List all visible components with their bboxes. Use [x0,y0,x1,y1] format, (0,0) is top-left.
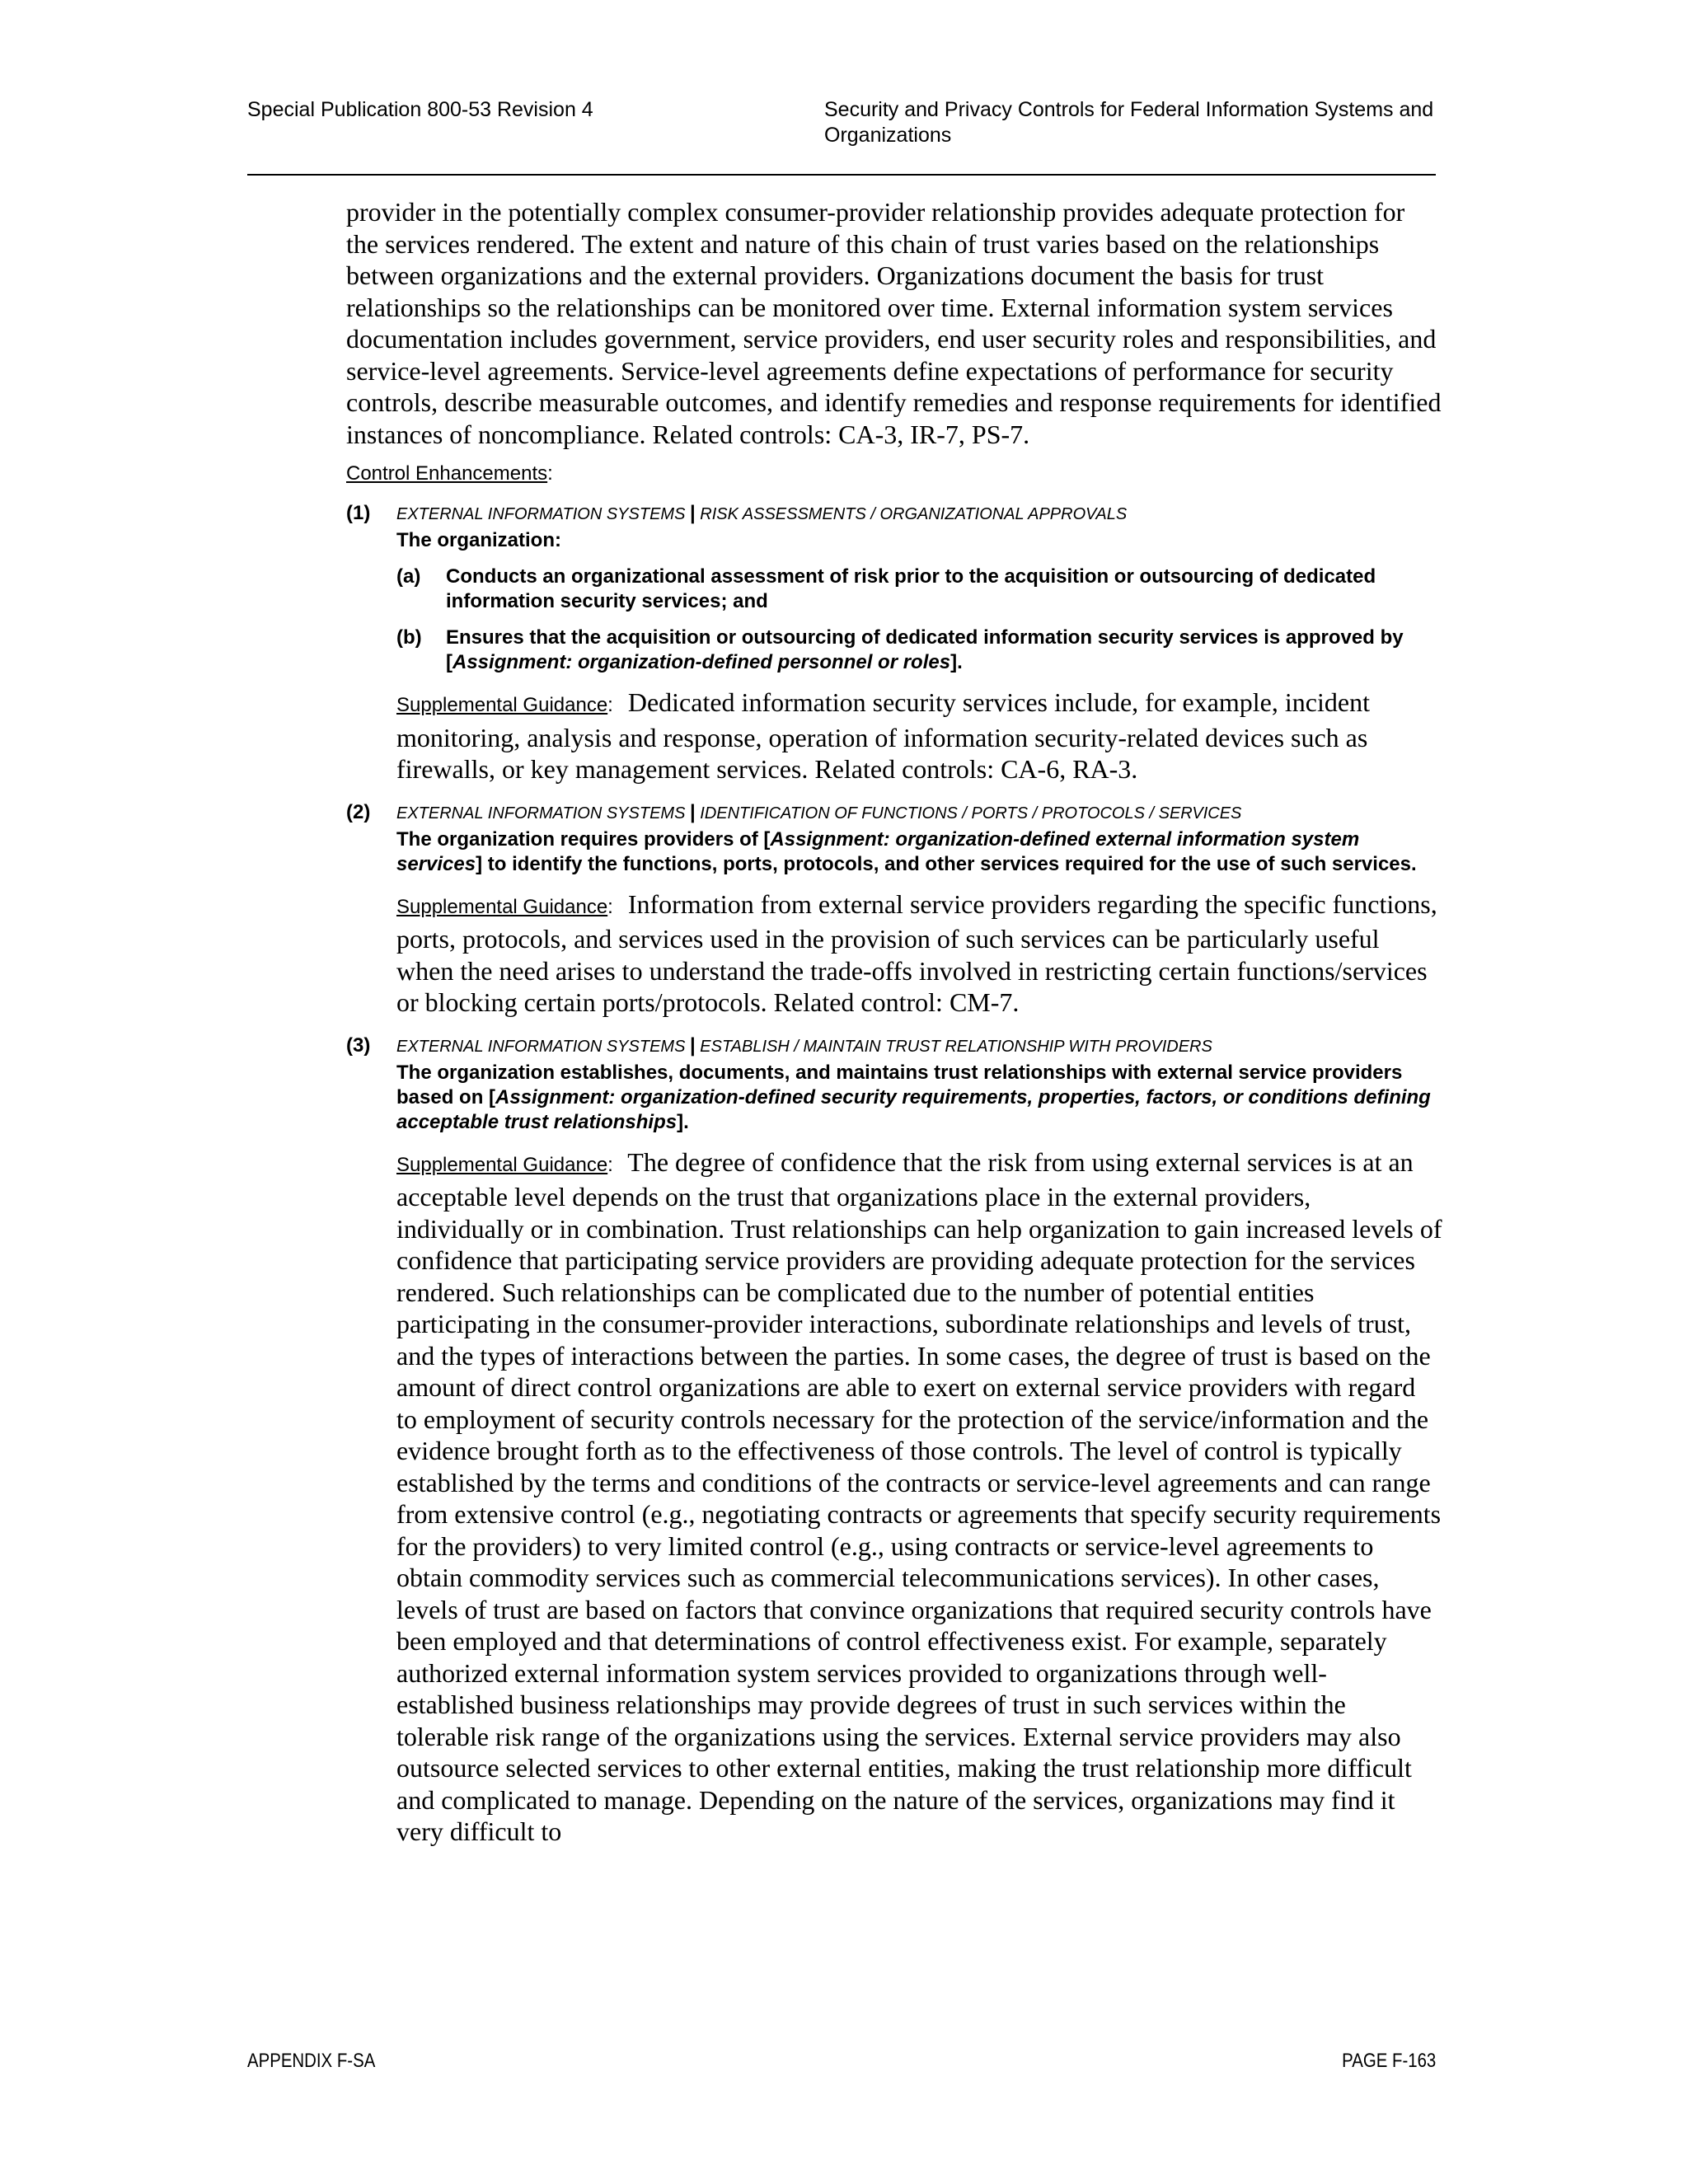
statement-text-before: The organization establishes, documents, and maintains trust relationships with external service providers based on [ [396,1061,1403,1108]
enhancement-title-separator: | [689,502,696,524]
enhancement-2 [346,800,1442,1019]
sub-item-text-before: Ensures that the acquisition or outsourcing of dedicated information security services is approved by [ [446,626,1404,673]
control-statement [396,827,1442,877]
header-document-title: Security and Privacy Controls for Federal Information Systems and Organizations [824,98,1434,147]
control-sub-item-b [396,626,1442,675]
statement-text-after: ] to identify the functions, ports, protocols, and other services required for the use of such services. [476,852,1417,875]
enhancement-title [396,501,1442,527]
supplemental-guidance-text: Information from external service providers regarding the specific functions, ports, protocols, and services used in the provision of such services can be particularly useful when the need arises to understand the trade-offs involved in restricting certain functions/services or blocking certain ports/protocols. Related control: CM-7. [396,888,1437,1017]
control-enhancements-label: Control Enhancements [346,462,548,485]
enhancement-title [396,800,1442,826]
control-statement: The organization: [396,529,561,551]
enhancement-title-part2: IDENTIFICATION OF FUNCTIONS / PORTS / PROTOCOLS / SERVICES [700,804,1242,823]
assignment-text: Assignment: organization-defined external information system services [396,827,1360,875]
header-publication-title: Special Publication 800-53 Revision 4 [247,98,593,121]
control-enhancements-heading: Control Enhancements: [346,462,553,485]
enhancement-number: (3) [346,1033,371,1057]
sub-item-label: (b) [396,626,422,649]
supplemental-guidance-label: Supplemental Guidance [396,1153,608,1176]
enhancement-title-part1: EXTERNAL INFORMATION SYSTEMS [396,1037,686,1056]
enhancement-title [396,1033,1442,1059]
supplemental-guidance-text: Dedicated information security services include, for example, incident monitoring, analysis and response, operation of information security-related devices such as firewalls, or key management services. Related controls: CA-6, RA-3. [396,687,1370,784]
enhancement-title-part2: ESTABLISH / MAINTAIN TRUST RELATIONSHIP WITH PROVIDERS [700,1037,1212,1056]
enhancement-title-separator: | [689,800,696,823]
control-statement [396,1061,1442,1135]
supplemental-guidance: Supplemental Guidance: Information from external service providers regarding the specific functions, ports, protocols, and services used in the provision of such services can be particularly useful when the need arises to understand the trade-offs involved in restricting certain functions/services or blocking certain ports/protocols. Related control: CM-7. [396,888,1437,1017]
enhancement-title-part2: RISK ASSESSMENTS / ORGANIZATIONAL APPROVALS [700,505,1128,523]
enhancement-title-part1: EXTERNAL INFORMATION SYSTEMS [396,804,686,823]
statement-text-before: The organization requires providers of [ [396,827,771,851]
sub-item-text: Conducts an organizational assessment of risk prior to the acquisition or outsourcing of dedicated information security services; and [446,565,1376,612]
footer-page-number: PAGE F-163 [1341,2050,1436,2072]
page-body [346,196,1442,1848]
statement-text-after: ]. [677,1110,689,1133]
enhancement-3 [346,1033,1442,1848]
enhancement-number: (1) [346,502,371,524]
assignment-text: Assignment: organization-defined security requirements, properties, factors, or conditions defining acceptable trust relationships [396,1085,1431,1133]
footer-appendix-label: APPENDIX F-SA [247,2050,376,2072]
supplemental-guidance-text: The degree of confidence that the risk from using external services is at an acceptable level depends on the trust that organizations place in the external providers, individually or in combination. Trust relationships can help organization to gain increased levels of confidence that participating service providers are providing adequate protection for the services rendered. Such relationships can be complicated due to the number of potential entities participating in the consumer-provider interactions, subordinate relationships and levels of trust, and the types of interactions between the parties. In some cases, the degree of trust is based on the amount of direct control organizations are able to exert on external service providers with regard to employment of security controls necessary for the protection of the service/information and the evidence brought forth as to the effectiveness of those controls. The level of control is typically established by the terms and conditions of the contracts or service-level agreements and can range from extensive control (e.g., negotiating contracts or agreements that specify security requirements for the providers) to very limited control (e.g., using contracts or service-level agreements to obtain commodity services such as commercial telecommunications services). In other cases, levels of trust are based on factors that convince organizations that required security controls have been employed and that determinations of control effectiveness exist. For example, separately authorized external information system services provided to organizations through well-established business relationships may provide degrees of trust in such services within the tolerable risk range of the organizations using the services. External service providers may also outsource selected services to other external entities, making the trust relationship more difficult and complicated to manage. Depending on the nature of the services, organizations may find it very difficult to [396,1146,1442,1846]
enhancement-title-separator: | [689,1033,696,1057]
sub-item-label: (a) [396,565,421,588]
enhancement-1 [346,501,1442,785]
enhancement-number: (2) [346,800,371,823]
sub-item-text-after: ]. [950,651,963,673]
control-sub-item-a [396,565,1442,614]
supplemental-guidance: Supplemental Guidance: Dedicated information security services include, for example, incident monitoring, analysis and response, operation of information security-related devices such as firewalls, or key management services. Related controls: CA-6, RA-3. [396,687,1370,784]
supplemental-guidance: Supplemental Guidance: The degree of confidence that the risk from using external services is at an acceptable level depends on the trust that organizations place in the external providers, individually or in combination. Trust relationships can help organization to gain increased levels of confidence that participating service providers are providing adequate protection for the services rendered. Such relationships can be complicated due to the number of potential entities participating in the consumer-provider interactions, subordinate relationships and levels of trust, and the types of interactions between the parties. In some cases, the degree of trust is based on the amount of direct control organizations are able to exert on external service providers with regard to employment of security controls necessary for the protection of the service/information and the evidence brought forth as to the effectiveness of those controls. The level of control is typically established by the terms and conditions of the contracts or service-level agreements and can range from extensive control (e.g., negotiating contracts or agreements that specify security requirements for the providers) to very limited control (e.g., using contracts or service-level agreements to obtain commodity services such as commercial telecommunications services). In other cases, levels of trust are based on factors that convince organizations that required security controls have been employed and that determinations of control effectiveness exist. For example, separately authorized external information system services provided to organizations through well-established business relationships may provide degrees of trust in such services within the tolerable risk range of the organizations using the services. External service providers may also outsource selected services to other external entities, making the trust relationship more difficult and complicated to manage. Depending on the nature of the services, organizations may find it very difficult to [396,1146,1442,1846]
header-divider [247,174,1436,176]
supplemental-guidance-label: Supplemental Guidance [396,694,608,716]
intro-paragraph: provider in the potentially complex consumer-provider relationship provides adequate protection for the services rendered. The extent and nature of this chain of trust varies based on the relationships between organizations and the external providers. Organizations document the basis for trust relationships so the relationships can be monitored over time. External information system services documentation includes government, service providers, end user security roles and responsibilities, and service-level agreements. Service-level agreements define expectations of performance for security controls, describe measurable outcomes, and identify remedies and response requirements for identified instances of noncompliance. Related controls: CA-3, IR-7, PS-7. [346,197,1442,449]
enhancement-title-part1: EXTERNAL INFORMATION SYSTEMS [396,505,686,523]
supplemental-guidance-label: Supplemental Guidance [396,895,608,918]
assignment-text: Assignment: organization-defined personnel or roles [452,651,951,673]
